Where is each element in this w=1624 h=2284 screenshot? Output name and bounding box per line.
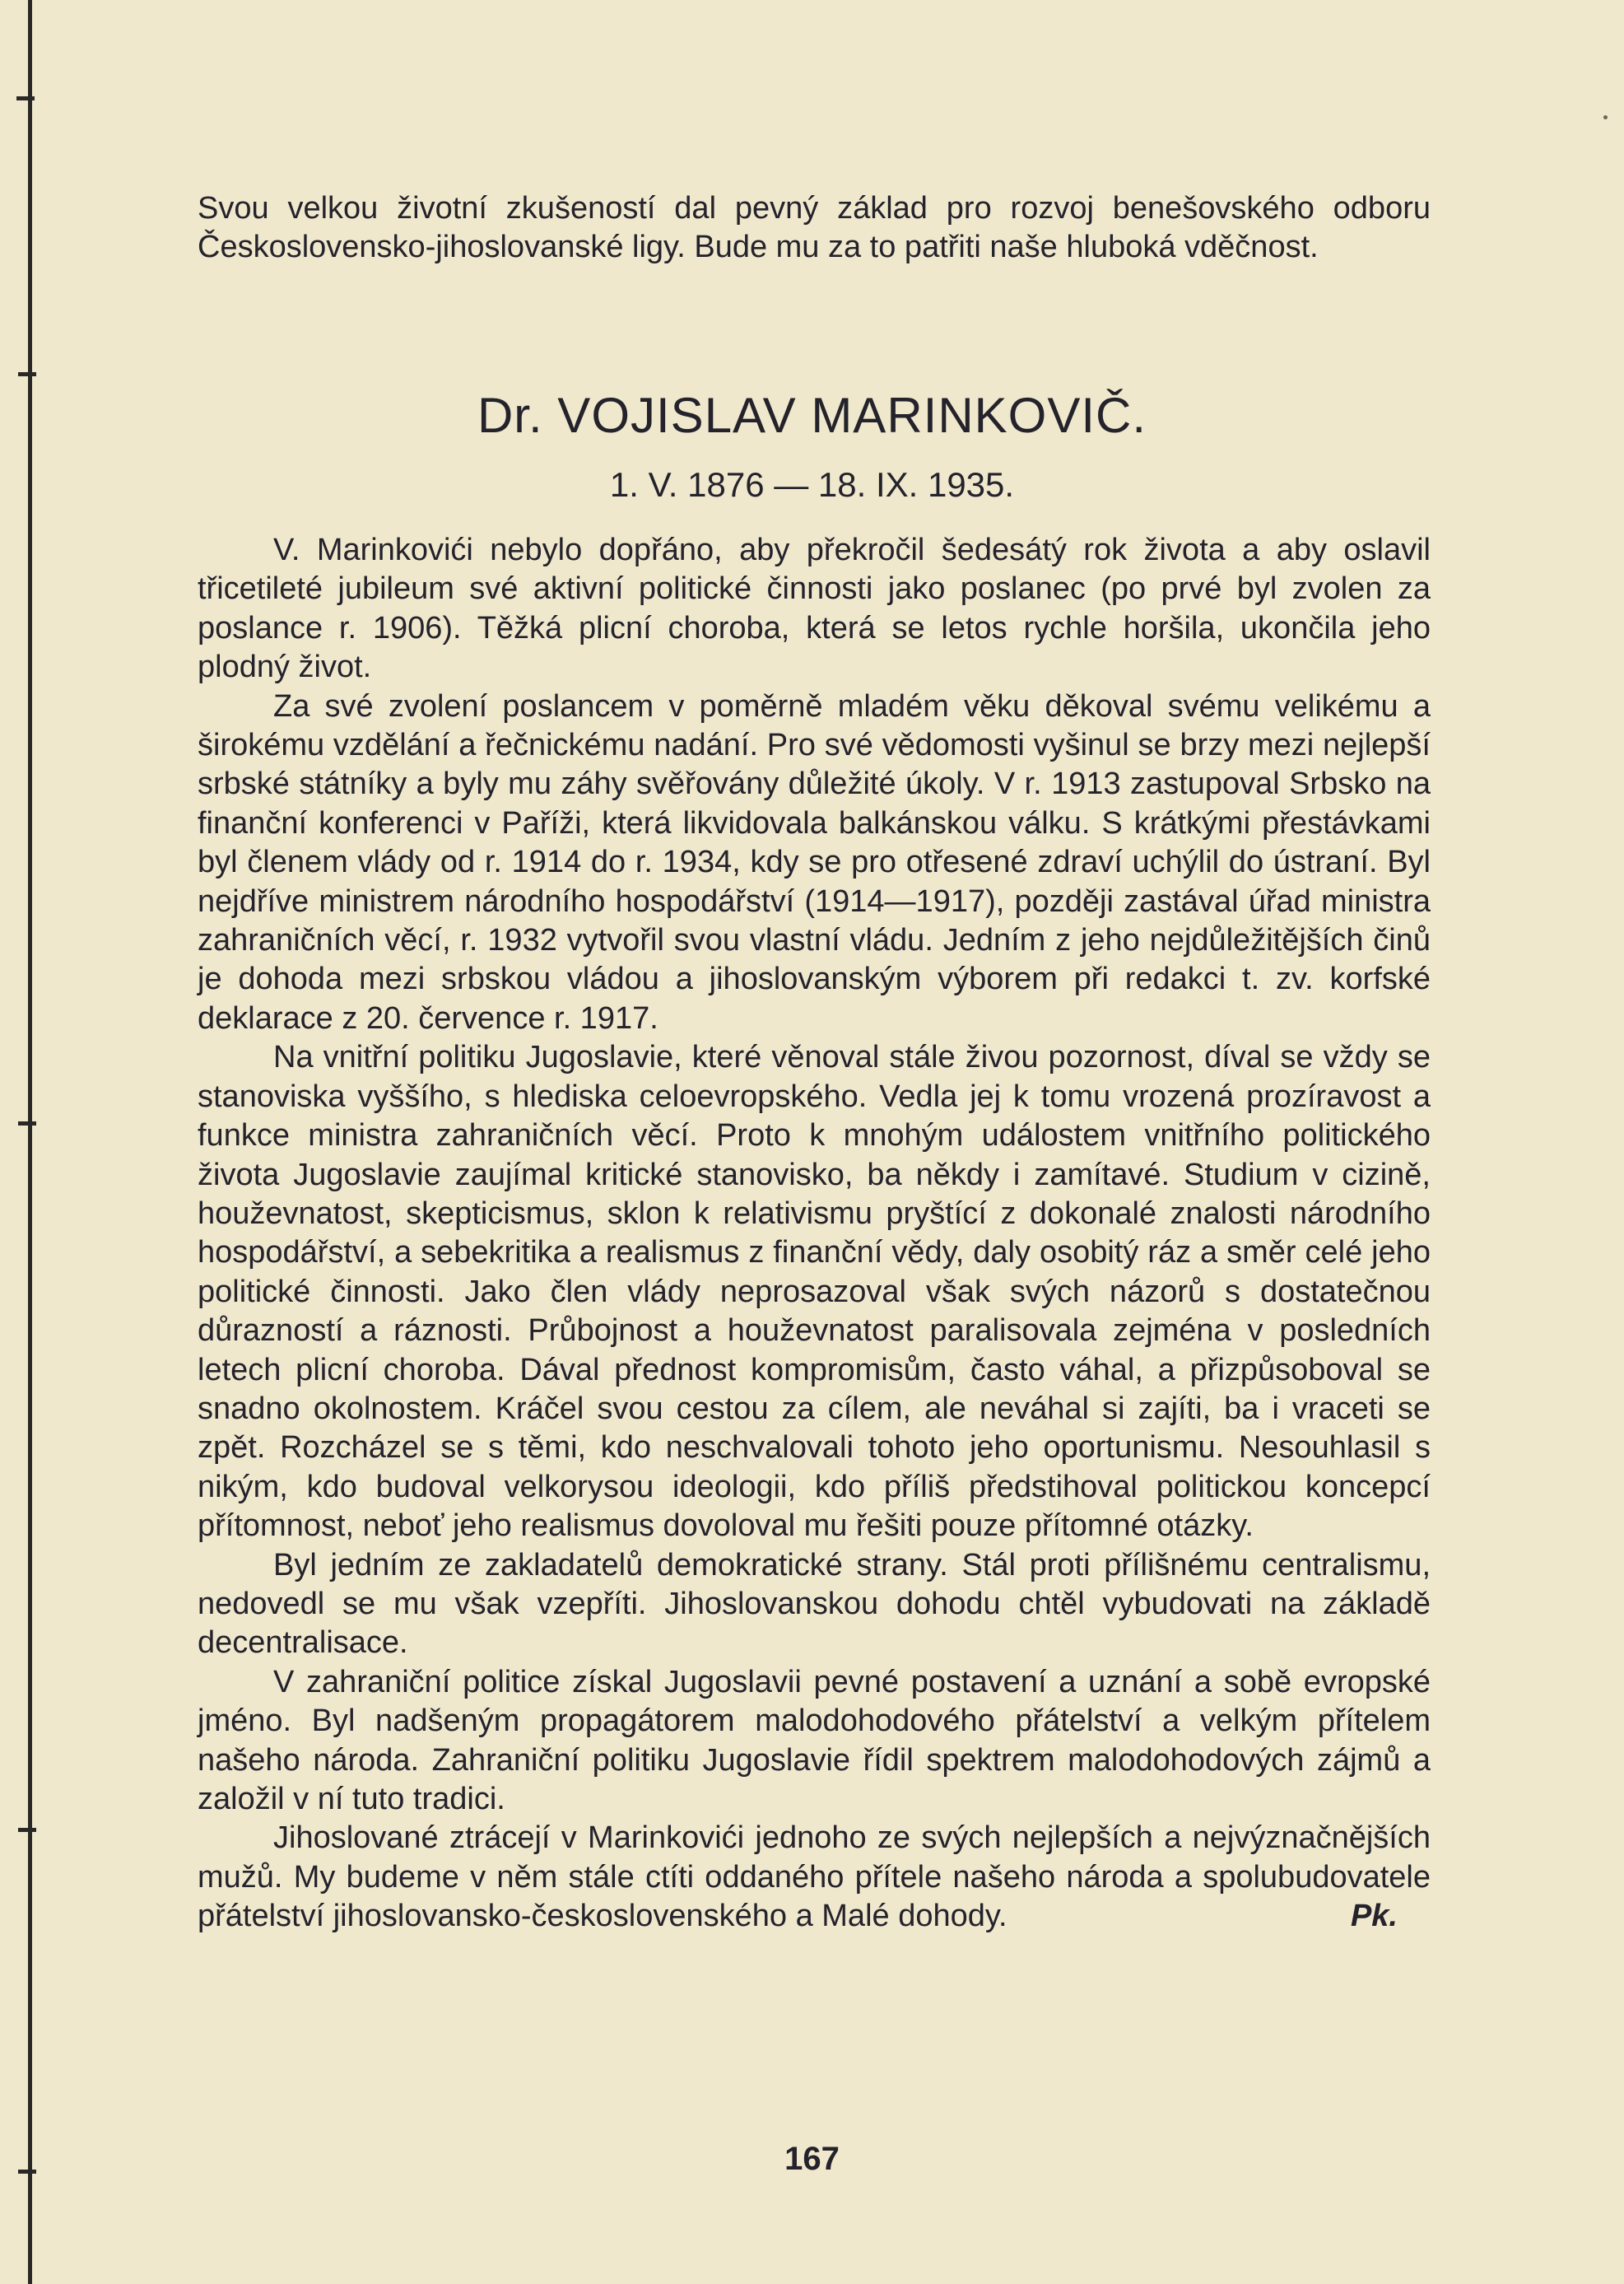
paper-speck: [1603, 115, 1608, 119]
article-body: [198, 531, 1431, 1937]
body-paragraph: V zahraniční politice získal Jugoslavii pevné postavení a uznání a sobě evropské jméno. Byl nadšeným propagátorem malodohodového přátelství a velkým přítelem našeho národa. Zahraniční politiku Jugoslavie řídil spektrem malodohodových zájmů a založil v ní tuto tradici.: [198, 1664, 1431, 1816]
author-signature: Pk.: [1350, 1899, 1398, 1934]
body-paragraph: V. Marinkovići nebylo dopřáno, aby překročil šedesátý rok života a aby oslavil třicetileté jubileum své aktivní politické činnosti jako poslanec (po prvé byl zvolen za poslance r. 1906). Těžká plicní choroba, která se letos rychle horšila, ukončila jeho plodný život.: [198, 533, 1431, 685]
body-paragraph: Za své zvolení poslancem v poměrně mladém věku děkoval svému velikému a širokému vzdělání a řečnickému nadání. Pro své vědomosti vyšinul se brzy mezi nejlepší srbské státníky a byly mu záhy svěřovány důležité úkoly. V r. 1913 zastupoval Srbsko na finanční konferenci v Paříži, která likvidovala balkánskou válku. S krátkými přestávkami byl členem vlády od r. 1914 do r. 1934, kdy se pro otřesené zdraví uchýlil do ústraní. Byl nejdříve ministrem národního hospodářství (1914—1917), později zastával úřad ministra zahraničních věcí, r. 1932 vytvořil svou vlastní vládu. Jedním z jeho nejdůležitějších činů je dohoda mezi srbskou vládou a jihoslovanským výborem při redakci t. zv. korfské deklarace z 20. července r. 1917.: [198, 688, 1431, 1036]
last-paragraph-text: Jihoslované ztrácejí v Marinkovići jednoho ze svých nejlepších a nejvýznačnějších mužů. My budeme v něm stále ctíti oddaného přítele našeho národa a spolubudovatele přátelství jihoslovansko-československého a Malé dohody.: [198, 1820, 1431, 1934]
intro-block: [198, 189, 1431, 268]
page-number: 167: [784, 2141, 840, 2177]
article-title: Dr. VOJISLAV MARINKOVIČ.: [477, 388, 1147, 443]
binding-mark: [18, 1828, 36, 1832]
binding-edge: [28, 0, 32, 2284]
binding-mark: [18, 1121, 36, 1126]
article-dates: 1. V. 1876 — 18. IX. 1935.: [609, 465, 1015, 504]
intro-paragraph: Svou velkou životní zkušeností dal pevný základ pro rozvoj benešovského odboru Československo-jihoslovanské ligy. Bude mu za to patřiti naše hluboká vděčnost.: [198, 191, 1431, 265]
body-paragraph: Byl jedním ze zakladatelů demokratické strany. Stál proti přílišnému centralismu, nedovedl se mu však vzepříti. Jihoslovanskou dohodu chtěl vybudovati na základě decentralisace.: [198, 1547, 1431, 1661]
binding-mark: [18, 372, 36, 376]
binding-mark: [16, 96, 35, 100]
body-paragraph: Na vnitřní politiku Jugoslavie, které věnoval stále živou pozornost, díval se vždy se stanoviska vyššího, s hlediska celoevropského. Vedla jej k tomu vrozená prozíravost a funkce ministra zahraničních věcí. Proto k mnohým událostem vnitřního politického života Jugoslavie zaujímal kritické stanovisko, ba někdy i zamítavé. Studium v cizině, houževnatost, skepticismus, sklon k relativismu pryštící z dokonalé znalosti národního hospodářství, a sebekritika a realismus z finanční vědy, daly osobitý ráz a směr celé jeho politické činnosti. Jako člen vlády neprosazoval však svých názorů s dostatečnou důrazností a ráznosti. Průbojnost a houževnatost paralisovala zejména v posledních letech plicní choroba. Dával přednost kompromisům, často váhal, a přizpůsoboval se snadno okolnostem. Kráčel svou cestou za cílem, ale neváhal si zajíti, ba i vraceti se zpět. Rozcházel se s těmi, kdo neschvalovali tohoto jeho oportunismu. Nesouhlasil s nikým, kdo budoval velkorysou ideologii, kdo příliš předstihoval politickou koncepcí přítomnost, neboť jeho realismus dovoloval mu řešiti pouze přítomné otázky.: [198, 1040, 1431, 1544]
body-paragraph-last: [198, 1819, 1431, 1936]
